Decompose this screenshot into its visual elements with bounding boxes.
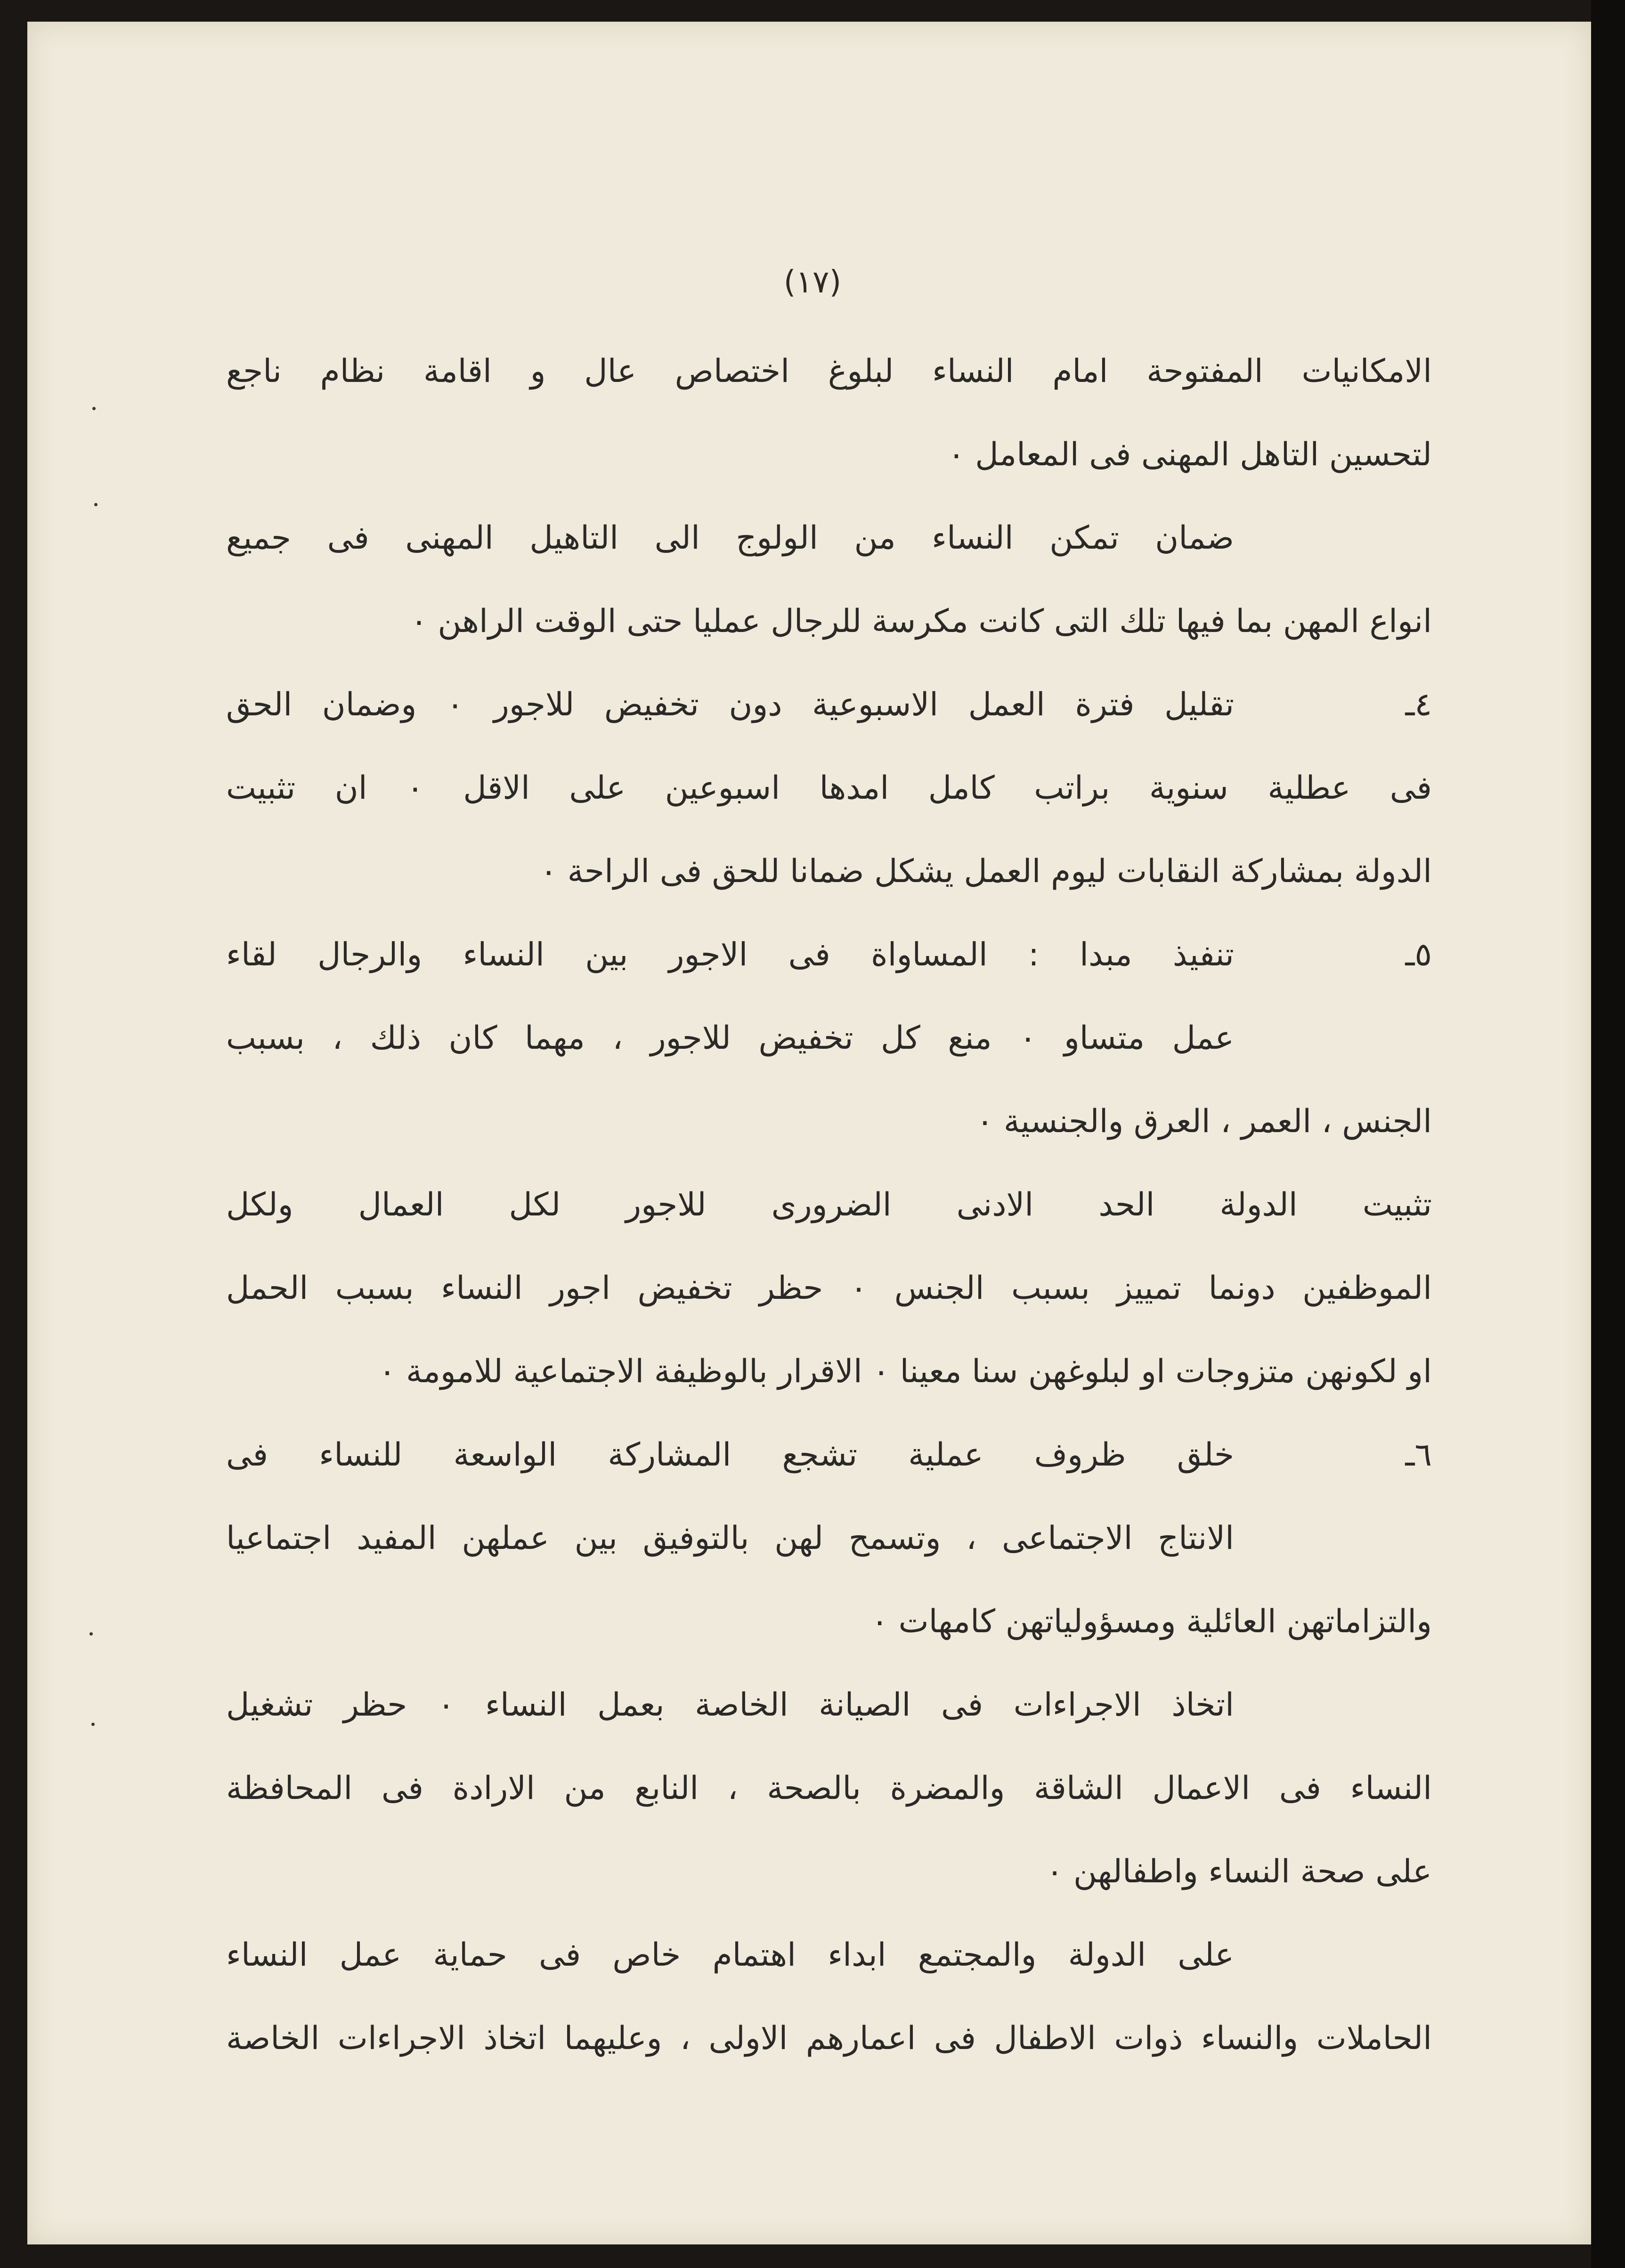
text-line: على الدولة والمجتمع ابداء اهتمام خاص فى حماية عمل النساء [226,1936,1234,1974]
page-number: (١٧) [783,264,842,300]
item-number: ٥ـ [1405,936,1432,973]
text-line: تنفيذ مبدا : المساواة فى الاجور بين النساء والرجال لقاء [226,936,1234,973]
text-line: الدولة بمشاركة النقابات ليوم العمل يشكل ضمانا للحق فى الراحة ٠ [540,853,1432,890]
item-number: ٤ـ [1405,686,1432,723]
document-body [226,330,1432,2080]
text-line: انواع المهن بما فيها تلك التى كانت مكرسة للرجال عمليا حتى الوقت الراهن ٠ [410,603,1432,640]
text-line: ضمان تمكن النساء من الولوج الى التاهيل المهنى فى جميع [226,519,1234,557]
text-line: والتزاماتهن العائلية ومسؤولياتهن كامهات ٠ [871,1603,1432,1640]
text-line: تقليل فترة العمل الاسبوعية دون تخفيض للاجور ٠ وضمان الحق [226,686,1234,723]
text-line: تثبيت الدولة الحد الادنى الضرورى للاجور لكل العمال ولكل [226,1186,1432,1223]
text-line: عمل متساو ٠ منع كل تخفيض للاجور ، مهما كان ذلك ، بسبب [226,1020,1234,1057]
margin-dot [92,407,96,410]
list-item-5 [226,913,1432,996]
scanner-frame-edge [1591,0,1625,2268]
text-line: الامكانيات المفتوحة امام النساء لبلوغ اختصاص عال و اقامة نظام ناجع [226,353,1432,390]
text-line: النساء فى الاعمال الشاقة والمضرة بالصحة ، النابع من الارادة فى المحافظة [226,1770,1432,1807]
text-line: اتخاذ الاجراءات فى الصيانة الخاصة بعمل النساء ٠ حظر تشغيل [226,1686,1235,1724]
list-item-4 [226,663,1432,746]
text-line: خلق ظروف عملية تشجع المشاركة الواسعة للنساء فى [226,1436,1234,1474]
text-line: لتحسين التاهل المهنى فى المعامل ٠ [948,436,1432,473]
text-line: الجنس ، العمر ، العرق والجنسية ٠ [976,1103,1432,1140]
item-number: ٦ـ [1405,1436,1432,1474]
margin-dot [94,503,98,506]
margin-dot [91,1723,95,1726]
text-line: فى عطلية سنوية براتب كامل امدها اسبوعين على الاقل ٠ ان تثبيت [226,770,1432,807]
list-item-6 [226,1413,1432,1497]
text-line: الموظفين دونما تمييز بسبب الجنس ٠ حظر تخفيض اجور النساء بسبب الحمل [226,1270,1432,1307]
margin-dot [89,1632,93,1636]
text-line: او لكونهن متزوجات او لبلوغهن سنا معينا ٠ الاقرار بالوظيفة الاجتماعية للامومة ٠ [378,1353,1432,1390]
text-line: على صحة النساء واطفالهن ٠ [1046,1853,1432,1890]
text-line: الانتاج الاجتماعى ، وتسمح لهن بالتوفيق بين عملهن المفيد اجتماعيا [226,1520,1234,1557]
text-line: الحاملات والنساء ذوات الاطفال فى اعمارهم الاولى ، وعليهما اتخاذ الاجراءات الخاصة [226,2020,1432,2057]
